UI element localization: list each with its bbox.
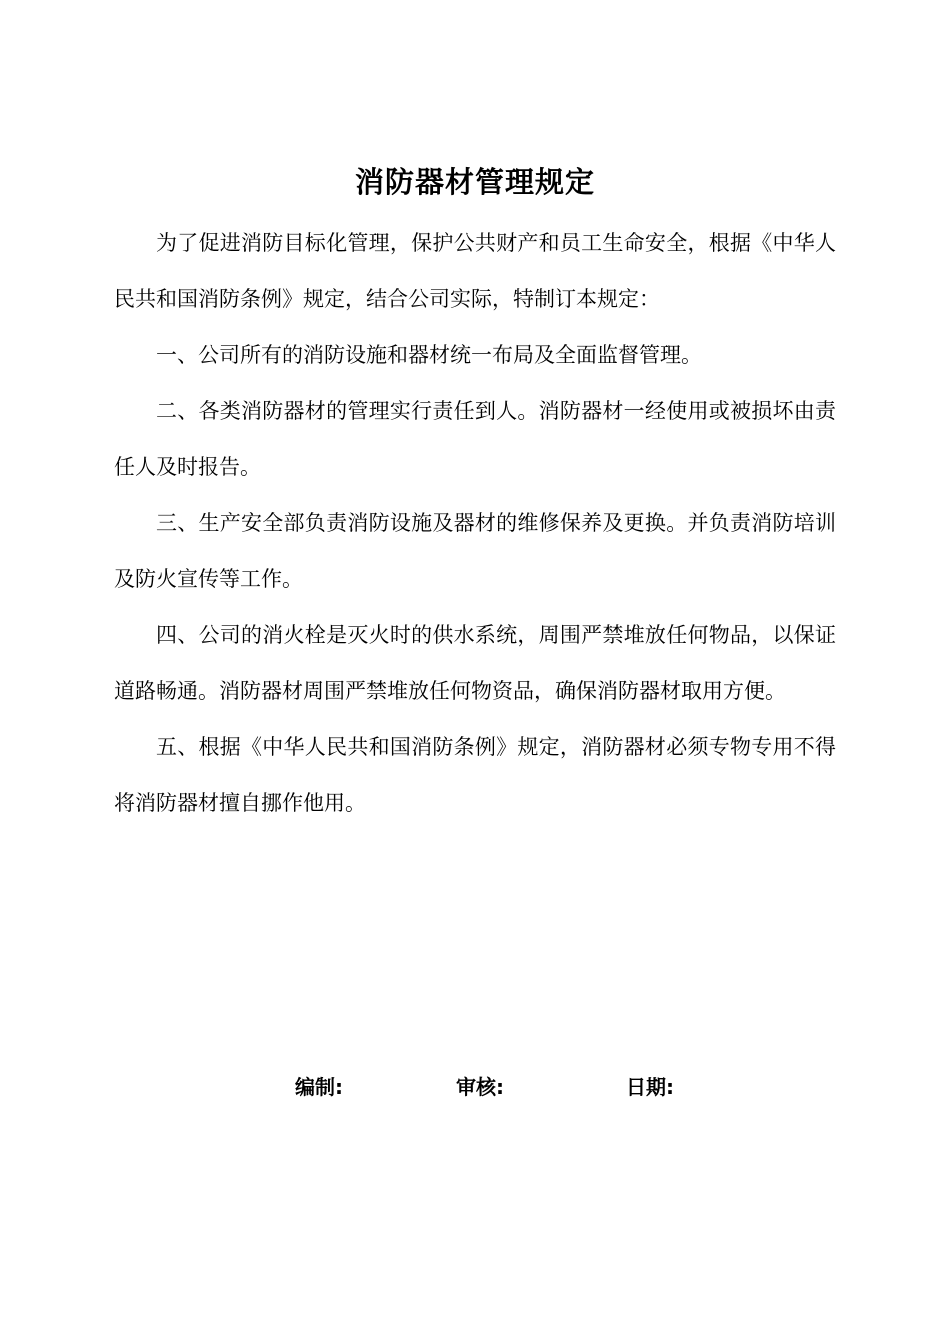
- document-body: [114, 215, 836, 831]
- paragraph-item-2: 二、各类消防器材的管理实行责任到人。消防器材一经使用或被损坏由责任人及时报告。: [114, 399, 836, 479]
- paragraph-intro: 为了促进消防目标化管理，保护公共财产和员工生命安全，根据《中华人民共和国消防条例》规定，结合公司实际，特制订本规定：: [114, 231, 836, 311]
- prepared-by-label: 编制:: [295, 1075, 343, 1099]
- signature-footer: [0, 1070, 950, 1110]
- paragraph-item-5: 五、根据《中华人民共和国消防条例》规定，消防器材必须专物专用不得将消防器材擅自挪作他用。: [114, 735, 836, 815]
- date-label: 日期:: [626, 1075, 674, 1099]
- reviewed-by-label: 审核:: [456, 1075, 504, 1099]
- paragraph-item-3: 三、生产安全部负责消防设施及器材的维修保养及更换。并负责消防培训及防火宣传等工作。: [114, 511, 836, 591]
- paragraph-item-4: 四、公司的消火栓是灭火时的供水系统，周围严禁堆放任何物品，以保证道路畅通。消防器材周围严禁堆放任何物资品，确保消防器材取用方便。: [114, 623, 836, 703]
- document-title: 消防器材管理规定: [354, 165, 595, 199]
- paragraph-item-1: 一、公司所有的消防设施和器材统一布局及全面监督管理。: [156, 343, 702, 367]
